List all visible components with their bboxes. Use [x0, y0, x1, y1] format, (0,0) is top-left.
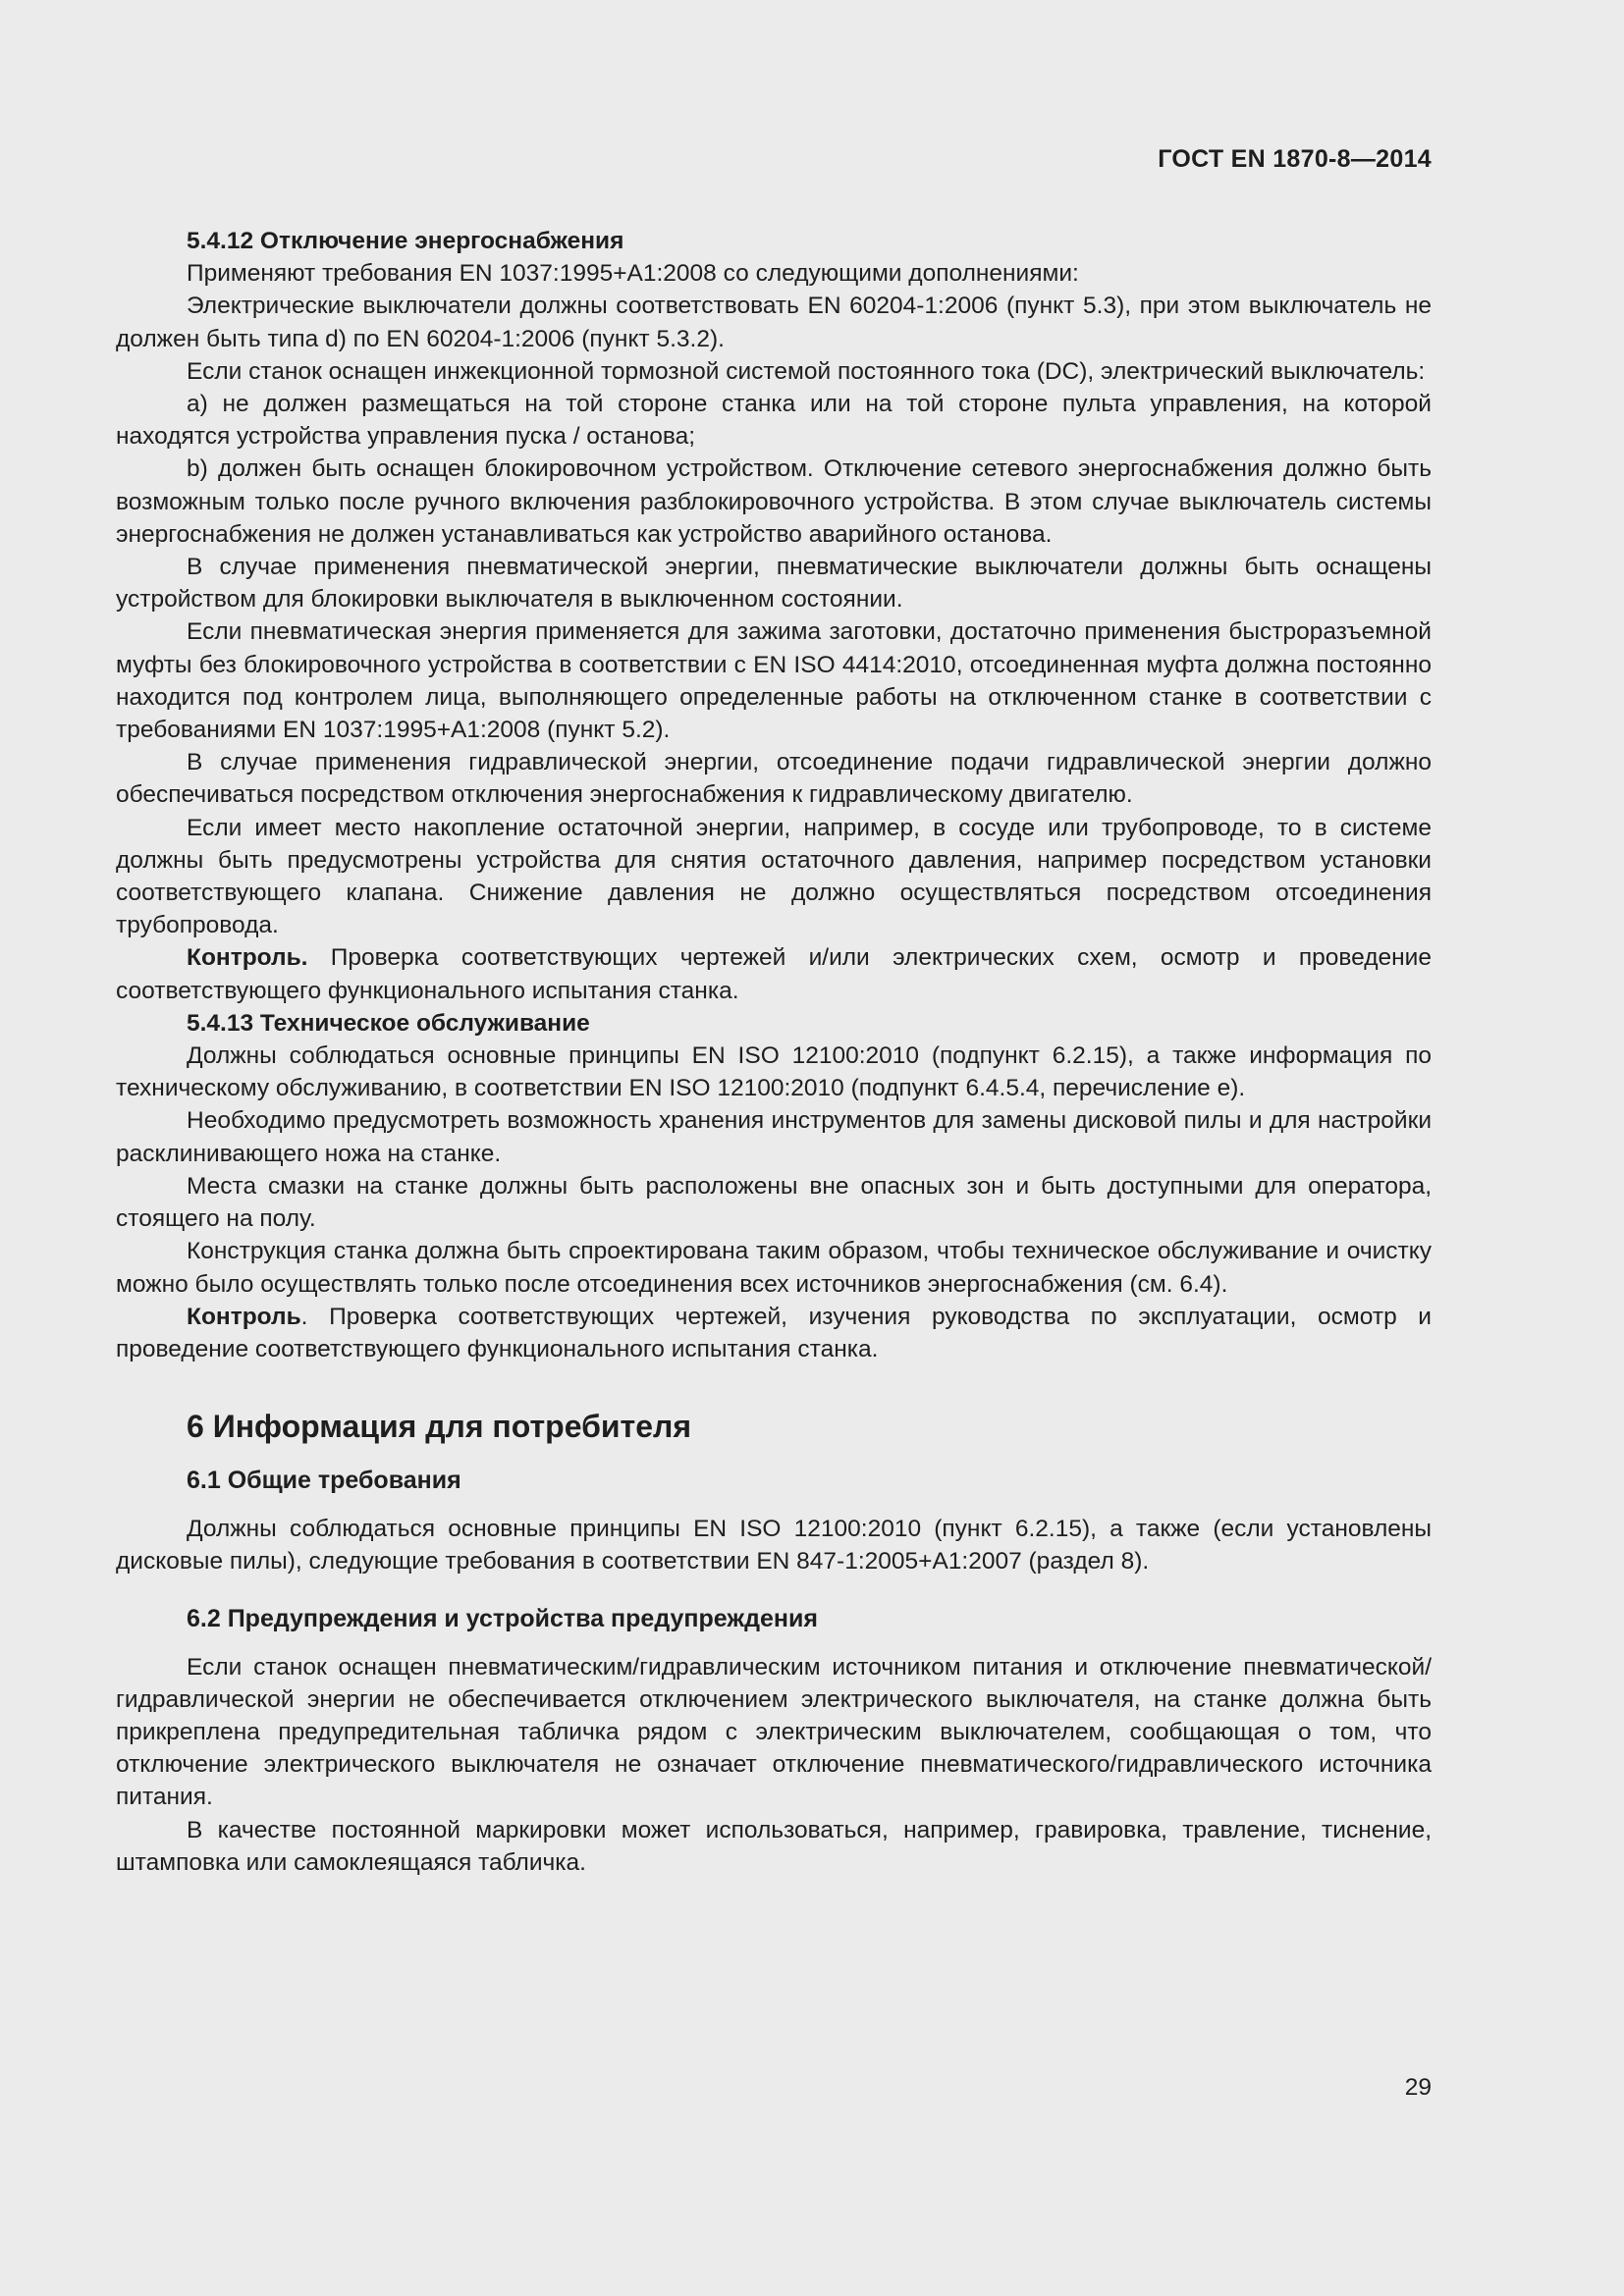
list-item-a: a) не должен размещаться на той стороне станка или на той стороне пульта управления, на которой находятся устройства управления пуска / останова;	[116, 391, 1432, 451]
paragraph: Места смазки на станке должны быть расположены вне опасных зон и быть доступными для оператора, стоящего на полу.	[116, 1172, 1432, 1233]
paragraph: Если имеет место накопление остаточной энергии, например, в сосуде или трубопроводе, то в системе должны быть предусмотрены устройства для снятия остаточного давления, например посредством установки соответствующего клапана. Снижение давления не должно осуществляться посредством отсоединения трубопровода.	[116, 814, 1432, 939]
control-paragraph	[116, 1301, 1432, 1365]
paragraph: Должны соблюдаться основные принципы EN ISO 12100:2010 (подпункт 6.2.15), а также информация по техническому обслуживанию, в соответствии EN ISO 12100:2010 (подпункт 6.4.5.4, перечисление e).	[116, 1042, 1432, 1102]
section-6-2-title: 6.2 Предупреждения и устройства предупреждения	[187, 1604, 818, 1632]
paragraph: Если пневматическая энергия применяется для зажима заготовки, достаточно применения быстроразъемной муфты без блокировочного устройства в соответствии с EN ISO 4414:2010, отсоединенная муфта должна постоянно находится под контролем лица, выполняющего определенные работы на отключенном станке в соответствии с требованиями EN 1037:1995+A1:2008 (пункт 5.2).	[116, 618, 1432, 744]
list-item-b: b) должен быть оснащен блокировочном устройством. Отключение сетевого энергоснабжения должно быть возможным только после ручного включения разблокировочного устройства. В этом случае выключатель системы энергоснабжения не должен устанавливаться как устройство аварийного останова.	[116, 455, 1432, 548]
section-6-1-title: 6.1 Общие требования	[187, 1467, 461, 1495]
section-6-title: 6 Информация для потребителя	[187, 1409, 691, 1445]
paragraph: Если станок оснащен пневматическим/гидравлическим источником питания и отключение пневматической/гидравлической энергии не обеспечивается отключением электрического выключателя, на станке должна быть прикреплена предупредительная табличка рядом с электрическим выключателем, сообщающая о том, что отключение электрического выключателя не означает отключение пневматического/гидравлического источника питания.	[116, 1653, 1432, 1811]
paragraph: В случае применения гидравлической энергии, отсоединение подачи гидравлической энергии должно обеспечиваться посредством отключения энергоснабжения к гидравлическому двигателю.	[116, 749, 1432, 809]
document-page	[116, 0, 1432, 2296]
paragraph: В качестве постоянной маркировки может использоваться, например, гравировка, травление, тиснение, штамповка или самоклеящаяся табличка.	[116, 1816, 1432, 1876]
section-5-4-12-title: 5.4.12 Отключение энергоснабжения	[187, 228, 624, 254]
control-paragraph	[116, 941, 1432, 1006]
page-number: 29	[1404, 2074, 1432, 2101]
document-body	[116, 225, 1432, 1879]
paragraph: Должны соблюдаться основные принципы EN ISO 12100:2010 (пункт 6.2.15), а также (если установлены дисковые пилы), следующие требования в соответствии EN 847-1:2005+A1:2007 (раздел 8).	[116, 1516, 1432, 1575]
control-label: Контроль	[187, 1303, 301, 1330]
paragraph: В случае применения пневматической энергии, пневматические выключатели должны быть оснащены устройством для блокировки выключателя в выключенном состоянии.	[116, 554, 1432, 614]
control-label: Контроль.	[187, 944, 308, 972]
paragraph: Необходимо предусмотреть возможность хранения инструментов для замены дисковой пилы и для настройки расклинивающего ножа на станке.	[116, 1107, 1432, 1167]
section-5-4-13-title: 5.4.13 Техническое обслуживание	[187, 1009, 590, 1037]
paragraph: Конструкция станка должна быть спроектирована таким образом, чтобы техническое обслуживание и очистку можно было осуществлять только после отсоединения всех источников энергоснабжения (см. 6.4).	[116, 1238, 1432, 1298]
paragraph: Применяют требования EN 1037:1995+A1:2008 со следующими дополнениями:	[187, 260, 1079, 288]
control-text: Проверка соответствующих чертежей и/или электрических схем, осмотр и проведение соответствующего функционального испытания станка.	[116, 944, 1432, 1004]
control-text: . Проверка соответствующих чертежей, изучения руководства по эксплуатации, осмотр и проведение соответствующего функционального испытания станка.	[116, 1303, 1432, 1362]
paragraph: Если станок оснащен инжекционной тормозной системой постоянного тока (DC), электрический выключатель:	[187, 357, 1426, 385]
paragraph: Электрические выключатели должны соответствовать EN 60204-1:2006 (пункт 5.3), при этом выключатель не должен быть типа d) по EN 60204-1:2006 (пункт 5.3.2).	[116, 293, 1432, 352]
standard-id-header: ГОСТ EN 1870-8—2014	[1158, 145, 1432, 173]
